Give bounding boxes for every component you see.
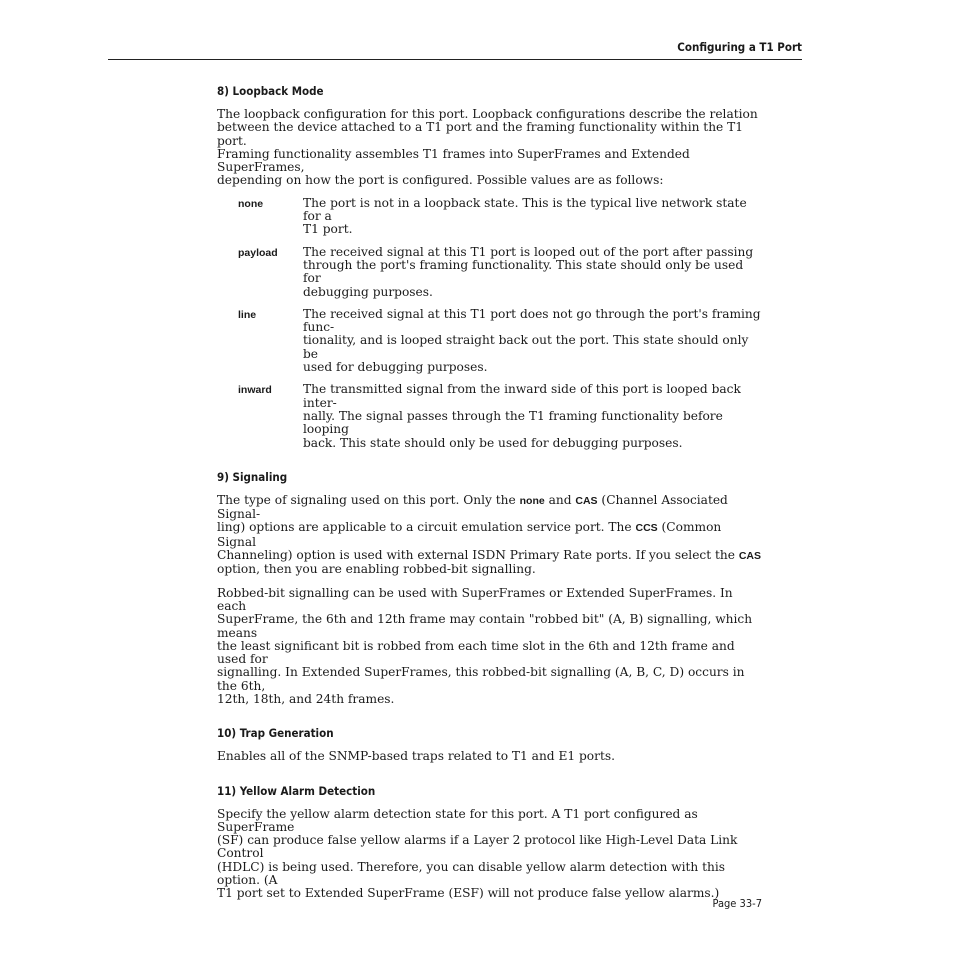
value-row-payload [238, 246, 762, 299]
text-run: and [544, 492, 576, 507]
value-term: line [238, 308, 257, 321]
text-run: (Channel Associated Signal- [217, 492, 728, 522]
keyword-ccs: CCS [635, 522, 658, 535]
section-yellow-alarm [217, 784, 762, 901]
keyword-cas: CAS [738, 550, 762, 563]
text-line: between the device attached to a T1 port and the framing functionality within the T1 port. [217, 120, 744, 148]
section-heading-loopback: 8) Loopback Mode [217, 84, 324, 98]
value-description [303, 383, 762, 449]
text-line: tionality, and is looped straight back out the port. This state should only be [303, 333, 749, 361]
text-line: The loopback configuration for this port. Loopback configurations describe the relation [217, 107, 758, 121]
value-description [303, 197, 762, 237]
text-line: 12th, 18th, and 24th frames. [217, 691, 395, 706]
text-line: The transmitted signal from the inward side of this port is looped back inter- [303, 382, 741, 410]
section-heading-yellow-alarm: 11) Yellow Alarm Detection [217, 783, 376, 798]
text-run: The type of signaling used on this port. Only the [217, 492, 520, 507]
text-line: Specify the yellow alarm detection state for this port. A T1 port configured as SuperFrame [217, 806, 698, 834]
section-trap-generation [217, 726, 762, 763]
page-number: Page 33-7 [712, 897, 762, 910]
section-loopback-mode [217, 84, 762, 450]
keyword-cas: CAS [575, 494, 598, 507]
keyword-none: none [519, 494, 545, 507]
value-term: payload [238, 246, 278, 259]
text-run: (Common Signal [217, 520, 722, 549]
text-line: the least significant bit is robbed from each time slot in the 6th and 12th frame and used for [217, 638, 735, 667]
page-body [217, 84, 762, 901]
text-line: Framing functionality assembles T1 frames into SuperFrames and Extended SuperFrames, [217, 146, 690, 175]
text-line: used for debugging purposes. [303, 360, 488, 375]
signaling-paragraph-1 [217, 494, 762, 577]
text-line: (HDLC) is being used. Therefore, you can disable yellow alarm detection with this option. (A [217, 859, 726, 888]
section-signaling [217, 470, 762, 706]
signaling-paragraph-2 [217, 587, 762, 707]
section-heading-trap: 10) Trap Generation [217, 726, 334, 741]
text-line: back. This state should only be used for debugging purposes. [303, 435, 683, 450]
text-line: through the port's framing functionality. This state should only be used for [303, 257, 744, 286]
text-line: depending on how the port is configured. Possible values are as follows: [217, 173, 664, 188]
text-line: SuperFrame, the 6th and 12th frame may contain "robbed bit" (A, B) signalling, which means [217, 612, 753, 640]
text-line: signalling. In Extended SuperFrames, this robbed-bit signalling (A, B, C, D) occurs in the 6th, [217, 665, 745, 693]
yellow-alarm-paragraph [217, 808, 762, 901]
value-row-inward [238, 383, 762, 449]
value-description [303, 308, 762, 374]
value-term: inward [238, 384, 272, 397]
text-line: T1 port set to Extended SuperFrame (ESF) will not produce false yellow alarms.) [217, 886, 720, 901]
text-line: debugging purposes. [303, 284, 433, 299]
text-line: nally. The signal passes through the T1 framing functionality before looping [303, 408, 723, 437]
header-rule [108, 59, 802, 60]
value-term: none [238, 197, 264, 210]
value-row-line [238, 308, 762, 374]
text-line: The received signal at this T1 port does not go through the port's framing func- [303, 306, 761, 335]
text-run: Channeling) option is used with external ISDN Primary Rate ports. If you select the [217, 548, 739, 563]
text-run: ling) options are applicable to a circuit emulation service port. The [217, 520, 636, 535]
loopback-values-list [238, 197, 762, 450]
text-line: The received signal at this T1 port is looped out of the port after passing [303, 244, 754, 259]
trap-paragraph: Enables all of the SNMP-based traps related to T1 and E1 ports. [217, 749, 615, 764]
running-header: Configuring a T1 Port [677, 40, 802, 54]
text-line: The port is not in a loopback state. This is the typical live network state for a [303, 195, 747, 224]
loopback-intro [217, 108, 762, 188]
text-line: (SF) can produce false yellow alarms if a Layer 2 protocol like High-Level Data Link Control [217, 833, 738, 861]
value-row-none [238, 197, 762, 237]
text-line: Robbed-bit signalling can be used with SuperFrames or Extended SuperFrames. In each [217, 585, 733, 613]
section-heading-signaling: 9) Signaling [217, 469, 288, 484]
text-run: option, then you are enabling robbed-bit signalling. [217, 562, 536, 577]
text-line: T1 port. [303, 222, 353, 237]
value-description [303, 246, 762, 299]
